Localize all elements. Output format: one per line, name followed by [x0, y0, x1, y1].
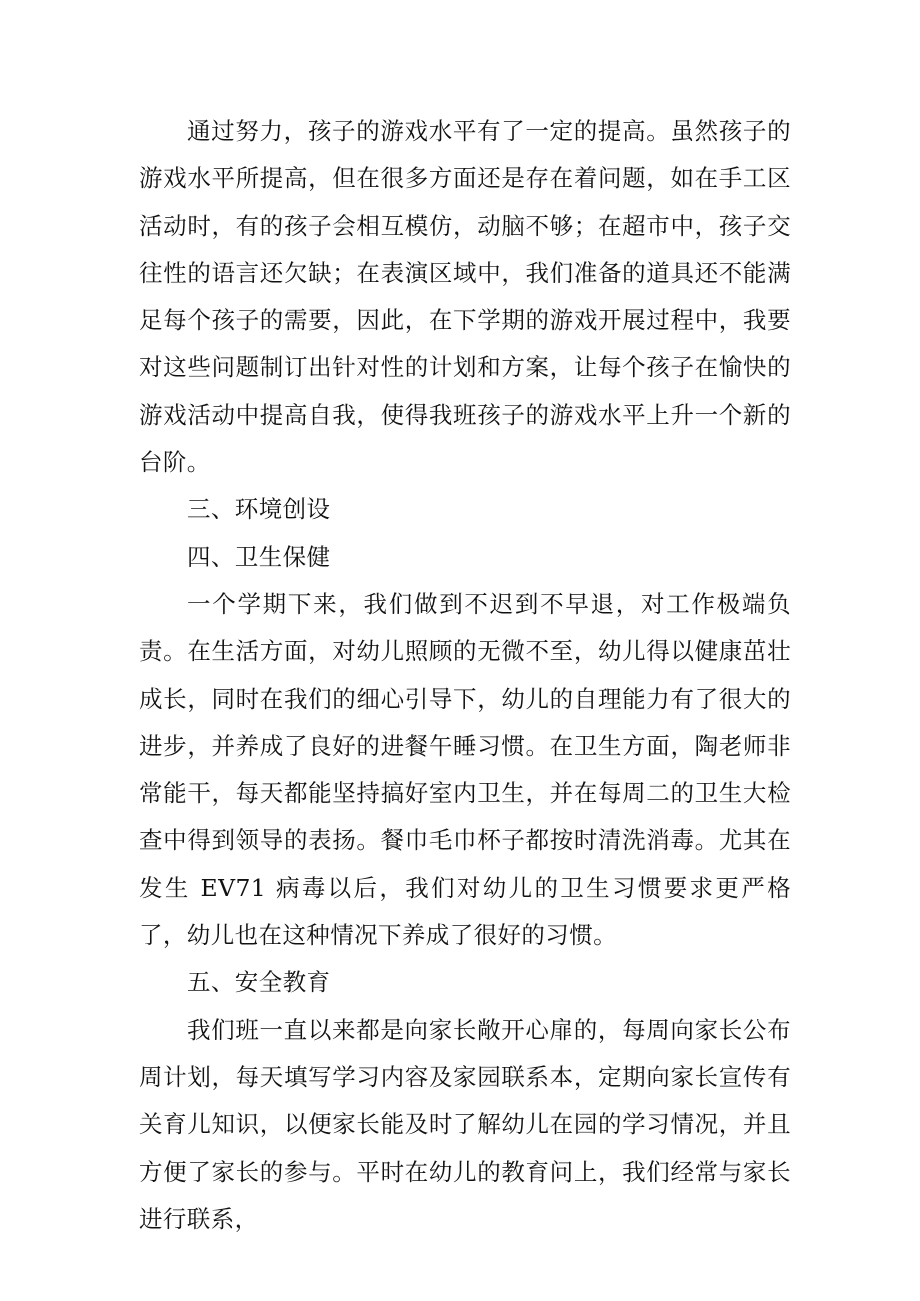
section-heading-health-care: 四、卫生保健 — [187, 542, 331, 571]
paragraph-game-level: 通过努力，孩子的游戏水平有了一定的提高。虽然孩子的游戏水平所提高，但在很多方面还是存在着问题，如在手工区活动时，有的孩子会相互模仿，动脑不够；在超市中，孩子交往性的语言还欠缺；在表演区域中，我们准备的道具还不能满足每个孩子的需要，因此，在下学期的游戏开展过程中，我要对这些问题制订出针对性的计划和方案，让每个孩子在愉快的游戏活动中提高自我，使得我班孩子的游戏水平上升一个新的台阶。 — [139, 117, 791, 477]
section-heading-environment: 三、环境创设 — [187, 495, 331, 524]
paragraph-health-care: 一个学期下来，我们做到不迟到不早退，对工作极端负责。在生活方面，对幼儿照顾的无微不至，幼儿得以健康茁壮成长，同时在我们的细心引导下，幼儿的自理能力有了很大的进步，并养成了良好的进餐午睡习惯。在卫生方面，陶老师非常能干，每天都能坚持搞好室内卫生，并在每周二的卫生大检查中得到领导的表扬。餐巾毛巾杯子都按时清洗消毒。尤其在发生 EV71 病毒以后，我们对幼儿的卫生习惯要求更严格了，幼儿也在这种情况下养成了很好的习惯。 — [139, 589, 791, 950]
section-heading-safety-education: 五、安全教育 — [187, 968, 331, 997]
paragraph-parent-communication: 我们班一直以来都是向家长敞开心扉的，每周向家长公布周计划，每天填写学习内容及家园联系本，定期向家长宣传有关育儿知识，以便家长能及时了解幼儿在园的学习情况，并且方便了家长的参与。平时在幼儿的教育问上，我们经常与家长进行联系， — [139, 1015, 791, 1233]
document-body — [139, 108, 791, 1243]
